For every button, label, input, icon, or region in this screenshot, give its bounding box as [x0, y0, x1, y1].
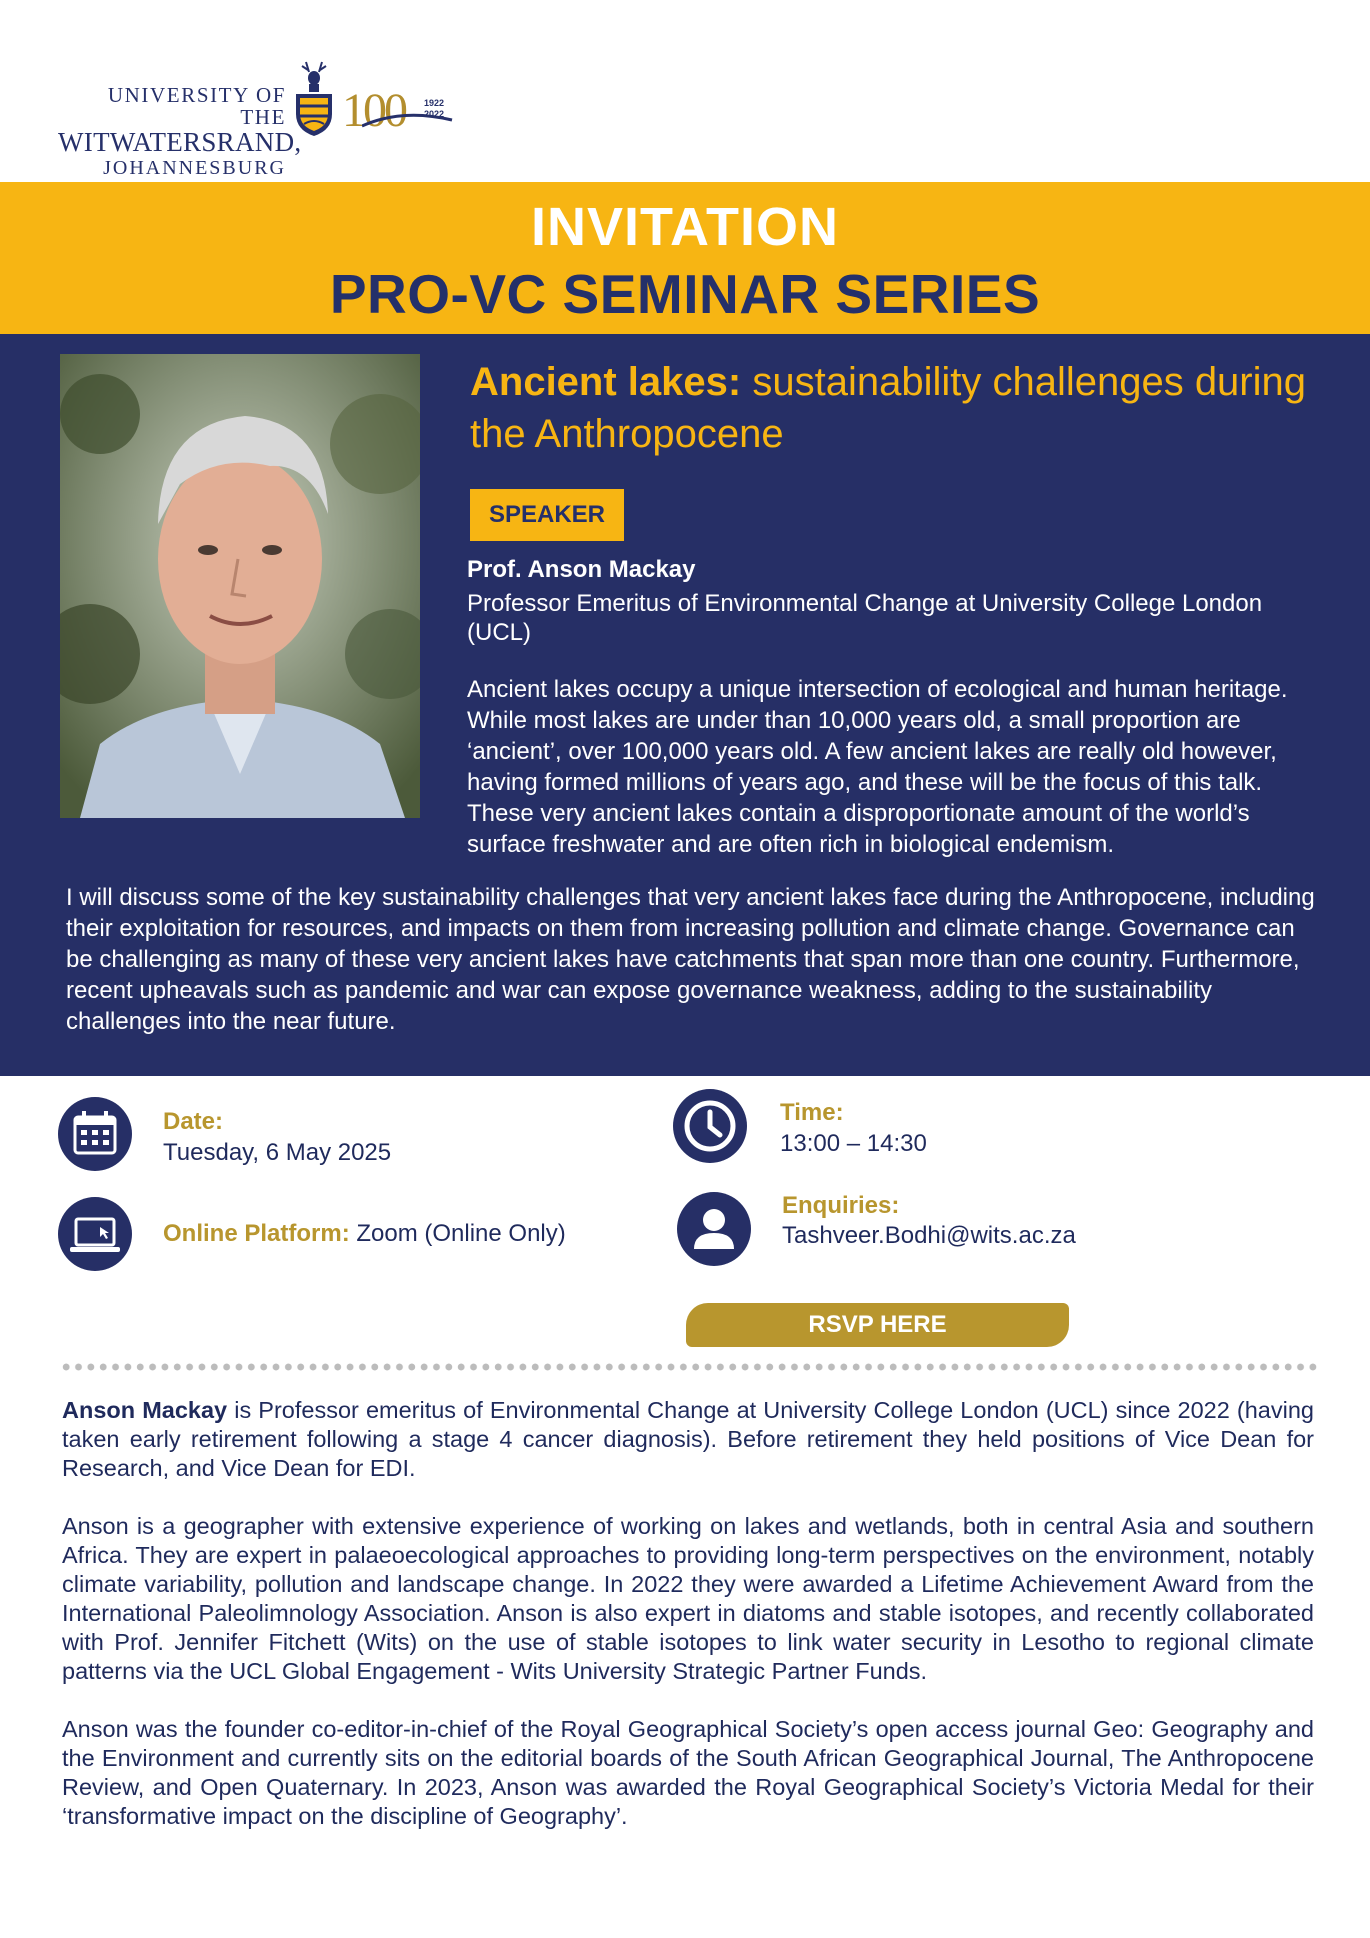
abstract-paragraph-1: Ancient lakes occupy a unique intersection of ecological and human heritage. While most lakes are under than 10,000 years old, a small proportion are ‘ancient’, over 100,000 years old. A few ancient lakes are really old however, having formed millions of years ago, and these will be the focus of this talk. These very ancient lakes contain a disproportionate amount of the world’s surface freshwater and are often rich in biological endemism.	[467, 676, 1288, 858]
centenary-years: 1922 2022	[424, 98, 445, 119]
talk-title-bold: Ancient lakes:	[470, 360, 742, 404]
university-logo	[58, 58, 458, 179]
speaker-badge: SPEAKER	[470, 489, 624, 541]
speaker-name: Prof. Anson Mackay	[467, 556, 696, 583]
time-label: Time:	[780, 1099, 844, 1126]
calendar-icon	[58, 1097, 132, 1171]
date-value: Tuesday, 6 May 2025	[163, 1139, 392, 1166]
date-label: Date:	[163, 1108, 224, 1135]
centenary-mark	[342, 86, 472, 136]
rsvp-button[interactable]: RSVP HERE	[686, 1303, 1069, 1347]
clock-icon	[673, 1089, 747, 1163]
centenary-number: 100	[342, 84, 405, 137]
dotted-divider	[60, 1362, 1320, 1372]
bio-name: Anson Mackay	[62, 1397, 228, 1423]
speaker-bio	[62, 1396, 1314, 1860]
abstract-paragraph-2: I will discuss some of the key sustainability challenges that very ancient lakes face during the Anthropocene, including their exploitation for resources, and impacts on them from increasing pollution and climate change. Governance can be challenging as many of these very ancient lakes have catchments that span more than one country. Furthermore, recent upheavals such as pandemic and war can expose governance weakness, adding to the sustainability challenges into the near future.	[66, 884, 1315, 1035]
speaker-role: Professor Emeritus of Environmental Change at University College London (UCL)	[467, 590, 1263, 646]
crest-icon	[292, 58, 336, 138]
university-wordmark	[58, 83, 302, 180]
talk-panel	[0, 334, 1370, 1076]
time-value: 13:00 – 14:30	[780, 1130, 927, 1157]
university-line-1: UNIVERSITY OF THE	[107, 83, 286, 129]
bio-paragraph-2: Anson is a geographer with extensive experience of working on lakes and wetlands, both in central Asia and southern Africa. They are expert in palaeoecological approaches to providing long-term perspectives on the environment, notably climate variability, pollution and landscape change. In 2022 they were awarded a Lifetime Achievement Award from the International Paleolimnology Association. Anson is also expert in diatoms and stable isotopes, and recently collaborated with Prof. Jennifer Fitchett (Wits) on the use of stable isotopes to link water security in Lesotho to regional climate patterns via the UCL Global Engagement - Wits University Strategic Partner Funds.	[62, 1513, 1314, 1684]
platform-line	[163, 1220, 566, 1248]
platform-value: Zoom (Online Only)	[349, 1220, 566, 1247]
university-line-2: WITWATERSRAND,	[58, 127, 302, 157]
talk-abstract	[66, 674, 1316, 1059]
person-icon	[677, 1192, 751, 1266]
enquiries-email[interactable]: Tashveer.Bodhi@wits.ac.za	[782, 1222, 1076, 1249]
bio-paragraph-3: Anson was the founder co-editor-in-chief of the Royal Geographical Society’s open access journal Geo: Geography and the Environment and currently sits on the editorial boards of the South African Geographical Journal, The Anthropocene Review, and Open Quaternary. In 2023, Anson was awarded the Royal Geographical Society’s Victoria Medal for their ‘transformative impact on the discipline of Geography’.	[62, 1716, 1314, 1829]
invitation-banner	[0, 182, 1370, 334]
laptop-icon	[58, 1197, 132, 1271]
talk-title	[470, 356, 1330, 460]
enquiries-label: Enquiries:	[782, 1192, 900, 1219]
talk-title-rest: sustainability challenges during the Anthropocene	[470, 360, 1307, 456]
series-title: PRO-VC SEMINAR SERIES	[329, 263, 1041, 325]
bio-paragraph-1: Anson Mackay is Professor emeritus of Environmental Change at University College London (UCL) since 2022 (having taken early retirement following a stage 4 cancer diagnosis). Before retirement they held positions of Vice Dean for Research, and Vice Dean for EDI.	[62, 1397, 1314, 1481]
university-line-3: JOHANNESBURG	[103, 157, 286, 179]
invitation-heading: INVITATION	[531, 197, 839, 257]
platform-label: Online Platform:	[163, 1220, 350, 1247]
